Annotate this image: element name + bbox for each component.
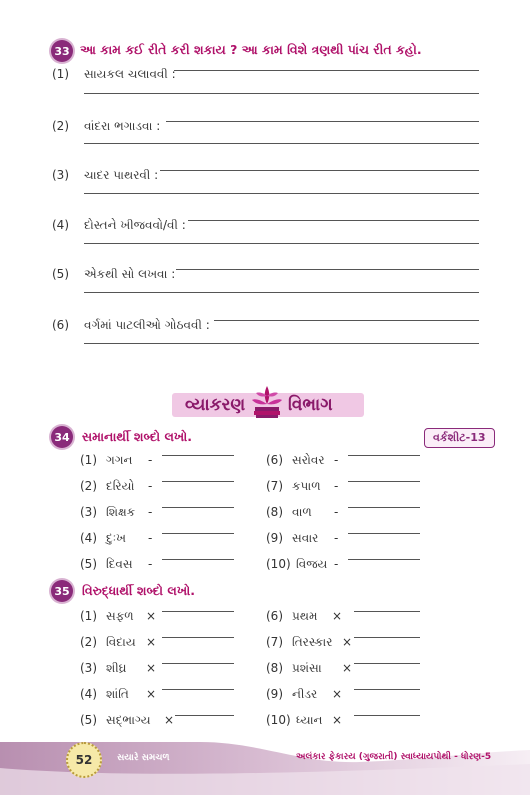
answer-line[interactable]: [84, 243, 479, 244]
q35-left-item-4: (4) શાંતિ ×: [80, 687, 157, 701]
answer-line[interactable]: [162, 663, 234, 664]
q34-left-item-5: (5) દિવસ -: [80, 557, 153, 571]
section-title-left: વ્યાકરણ: [185, 395, 246, 415]
footer-book-title: અલંકાર ફેકારય (ગુજરાતી) સ્વાધ્યાયપોથી - ધોરણ-5: [296, 752, 492, 762]
q35-right-item-7: (7) તિરસ્કાર ×: [266, 635, 353, 649]
answer-line[interactable]: [162, 481, 234, 482]
answer-line[interactable]: [348, 533, 420, 534]
answer-line[interactable]: [166, 121, 479, 122]
answer-line[interactable]: [354, 611, 420, 612]
question-number-badge: 33: [51, 40, 73, 62]
answer-line[interactable]: [214, 320, 479, 321]
q34-right-item-7: (7) કપાળ -: [266, 479, 339, 493]
answer-line[interactable]: [162, 507, 234, 508]
page-number: 52: [66, 742, 102, 778]
section-title-right: વિભાગ: [288, 395, 333, 415]
answer-line[interactable]: [84, 93, 479, 94]
question-title: સમાનાર્થી શબ્દો લખો.: [82, 429, 193, 444]
q33-item-6: (6) વર્ગમાં પાટલીઓ ગોઠવવી :: [52, 318, 210, 332]
answer-line[interactable]: [354, 689, 420, 690]
answer-line[interactable]: [348, 559, 420, 560]
q34-right-item-9: (9) સવાર -: [266, 531, 339, 545]
answer-line[interactable]: [84, 343, 479, 344]
q34-right-item-6: (6) સરોવર -: [266, 453, 339, 467]
answer-line[interactable]: [188, 220, 479, 221]
answer-line[interactable]: [348, 507, 420, 508]
answer-line[interactable]: [176, 269, 479, 270]
question-number-badge: 35: [51, 580, 73, 602]
answer-line[interactable]: [354, 715, 420, 716]
q34-left-item-2: (2) દરિયો -: [80, 479, 153, 493]
answer-line[interactable]: [348, 455, 420, 456]
answer-line[interactable]: [175, 715, 234, 716]
book-plant-icon: [249, 382, 285, 420]
q33-item-2: (2) વાંદરા ભગાડવા :: [52, 119, 161, 133]
q33-item-3: (3) ચાદર પાથરવી :: [52, 168, 159, 182]
q35-right-item-10: (10) ધ્યાન ×: [266, 713, 343, 727]
q34-right-item-10: (10) વિજય -: [266, 557, 339, 571]
answer-line[interactable]: [84, 193, 479, 194]
answer-line[interactable]: [84, 143, 479, 144]
answer-line[interactable]: [162, 533, 234, 534]
question-number-badge: 34: [51, 426, 73, 448]
q33-item-1: (1) સાયકલ ચલાવવી :: [52, 67, 176, 81]
footer-left-text: સયારે સમચળ: [117, 753, 170, 763]
q35-left-item-3: (3) શીઘ્ર ×: [80, 661, 157, 675]
q35-left-item-5: (5) સદ્ભાગ્ય ×: [80, 713, 175, 727]
answer-line[interactable]: [348, 481, 420, 482]
q35-right-item-9: (9) નીડર ×: [266, 687, 343, 701]
answer-line[interactable]: [84, 292, 479, 293]
answer-line[interactable]: [162, 689, 234, 690]
answer-line[interactable]: [162, 611, 234, 612]
answer-line[interactable]: [354, 663, 420, 664]
answer-line[interactable]: [162, 455, 234, 456]
question-title: વિરુદ્ધાર્થી શબ્દો લખો.: [82, 583, 195, 598]
q33-item-4: (4) દોસ્તને ખીજવવો/વી :: [52, 218, 186, 232]
q35-right-item-8: (8) પ્રશંસા ×: [266, 661, 353, 675]
answer-line[interactable]: [354, 637, 420, 638]
q34-left-item-3: (3) શિક્ષક -: [80, 505, 153, 519]
q34-left-item-4: (4) દુઃખ -: [80, 531, 153, 545]
q34-left-item-1: (1) ગગન -: [80, 453, 153, 467]
q35-left-item-1: (1) સફળ ×: [80, 609, 157, 623]
question-title: આ કામ કઈ રીતે કરી શકાય ? આ કામ વિશે ત્રણથી પાંચ રીત કહો.: [80, 42, 422, 57]
answer-line[interactable]: [160, 170, 479, 171]
answer-line[interactable]: [162, 559, 234, 560]
q33-item-5: (5) એકથી સો લખવા :: [52, 267, 176, 281]
q35-right-item-6: (6) પ્રથમ ×: [266, 609, 343, 623]
worksheet-badge: વર્કશીટ-13: [424, 428, 495, 448]
answer-line[interactable]: [174, 70, 479, 71]
q35-left-item-2: (2) વિદાય ×: [80, 635, 157, 649]
q34-right-item-8: (8) વાળ -: [266, 505, 339, 519]
answer-line[interactable]: [162, 637, 234, 638]
